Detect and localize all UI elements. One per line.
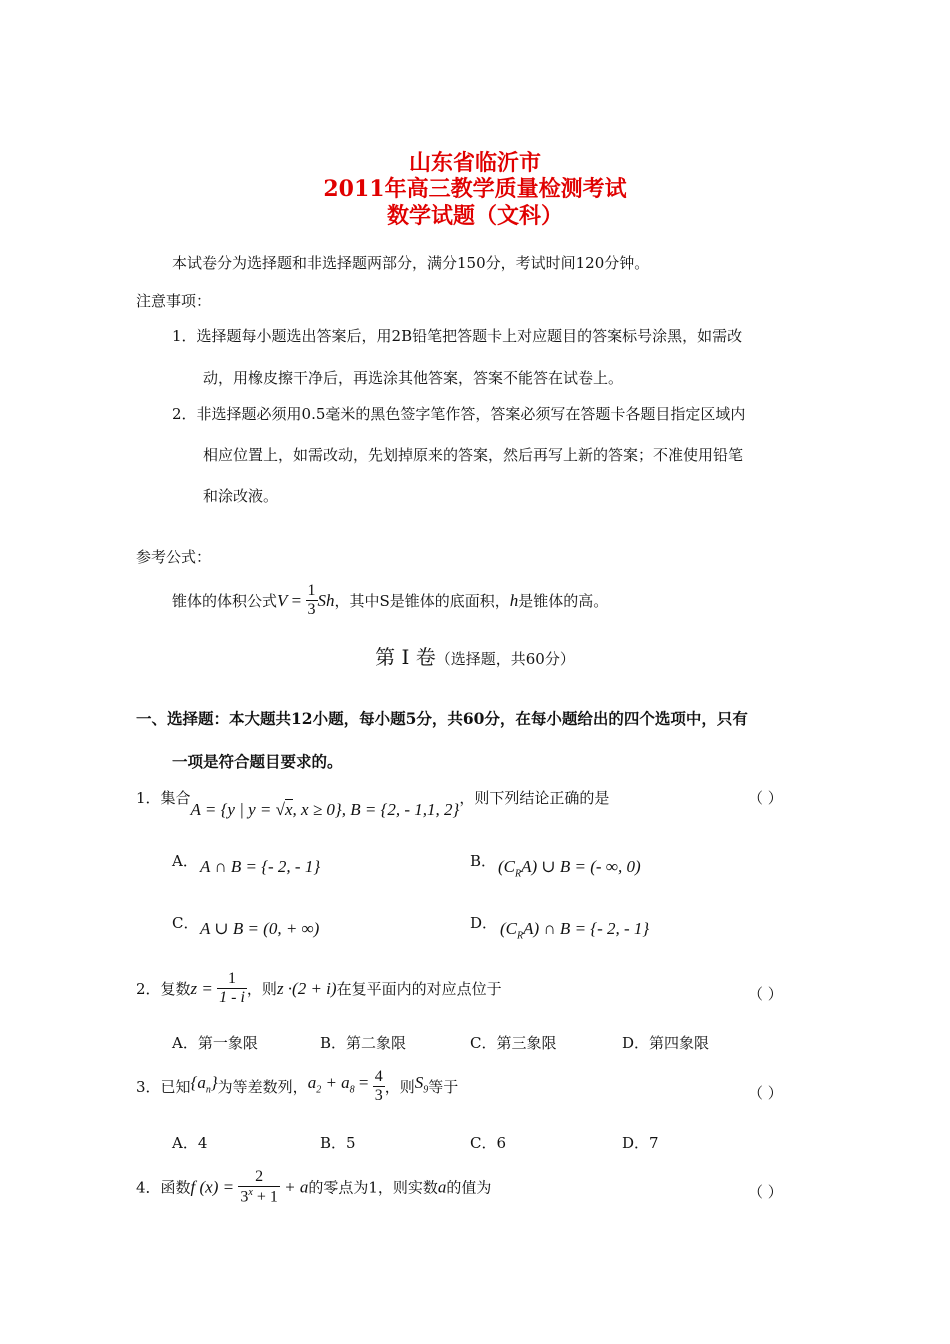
title-line-2: 2011年高三教学质量检测考试 (323, 176, 627, 202)
q1-b-expr: (C (498, 857, 515, 876)
q3-seq-end: } (210, 1073, 218, 1093)
q1-number: 1．集合 (136, 789, 191, 807)
notice-item-2-line-3: 和涂改液。 (203, 487, 279, 505)
formula-frac-num: 1 (306, 582, 318, 601)
q3-s-sub: 9 (423, 1084, 429, 1096)
q3-stem (136, 1068, 458, 1106)
formula-h: h (509, 590, 519, 610)
q2-z: z = (190, 978, 218, 998)
q1-expr-a: A = {y | y = (190, 800, 276, 819)
q3-seq: {a (190, 1073, 206, 1093)
q3-fraction (373, 1068, 385, 1106)
q2-option-a: A．第一象限 (172, 1034, 258, 1052)
q3-a8-sub: 8 (349, 1084, 355, 1096)
formula-fraction (306, 582, 318, 620)
q2-frac-den: 1 - i (219, 989, 245, 1007)
q1-option-c: A ∪ B = (0, + ∞) (200, 919, 320, 938)
formula-middle: ，其中S是锥体的底面积， (334, 591, 510, 610)
q4-stem (136, 1168, 491, 1207)
q3-frac-den: 3 (374, 1087, 383, 1105)
formula-frac-den: 3 (307, 601, 316, 619)
q2-fraction (217, 970, 247, 1008)
q4-a: a (437, 1177, 447, 1197)
q4-fx: f (x) = (190, 1177, 239, 1197)
q3-a2: a (307, 1073, 317, 1093)
q4-den-sup: x (248, 1187, 253, 1199)
q3-answer-paren: （ ） (748, 1084, 783, 1102)
q3-s9 (414, 1073, 429, 1096)
q3-eq: = (354, 1073, 373, 1093)
q4-number: 4．函数 (136, 1178, 191, 1197)
q1-option-d-label: D． (470, 914, 498, 932)
q3-plus: + a (321, 1073, 350, 1093)
section-1-line-1: 一、选择题：本大题共12小题，每小题5分，共60分，在每小题给出的四个选项中，只有 (136, 709, 748, 728)
notice-item-1-line-1: 1．选择题每小题选出答案后，用2B铅笔把答题卡上对应题目的答案标号涂黑，如需改 (172, 327, 743, 345)
q1-option-b (498, 857, 641, 879)
q2-option-b: B．第二象限 (320, 1034, 407, 1052)
q4-den-tail: + 1 (252, 1188, 278, 1206)
q1-tail: ，则下列结论正确的是 (459, 789, 610, 807)
formula-heading: 参考公式： (136, 548, 212, 566)
q3-mid: 为等差数列， (217, 1077, 308, 1096)
q3-then: ，则 (384, 1077, 415, 1096)
q2-answer-paren: （ ） (748, 985, 783, 1003)
q1-option-b-label: B． (470, 852, 497, 870)
q3-option-c: C．6 (470, 1134, 507, 1152)
q1-option-c-label: C． (172, 914, 199, 932)
notice-item-1-line-2: 动，用橡皮擦干净后，再选涂其他答案，答案不能答在试卷上。 (203, 369, 624, 387)
q2-expr: z ·(2 + i) (276, 978, 337, 998)
q4-mid: 的零点为1，则实数 (308, 1178, 438, 1197)
q1-option-d (500, 919, 649, 941)
formula-lhs: V (277, 590, 288, 610)
formula-rhs: Sh (317, 590, 335, 610)
q2-option-c: C．第三象限 (470, 1034, 557, 1052)
q1-d-expr2: A) ∩ B = {- 2, - 1} (523, 919, 650, 938)
q4-frac-den (238, 1187, 279, 1207)
q2-frac-num: 1 (217, 970, 247, 989)
q3-s: S (414, 1073, 424, 1093)
notice-heading: 注意事项： (136, 292, 212, 310)
formula-eq: = (287, 590, 306, 610)
q3-option-d: D．7 (622, 1134, 659, 1152)
q1-expr-b: , x ≥ 0}, B = {2, - 1,1, 2} (292, 800, 460, 819)
q2-number: 2．复数 (136, 979, 191, 998)
q4-den-base: 3 (240, 1188, 249, 1206)
q3-tail: 等于 (428, 1077, 459, 1096)
q4-tail: 的值为 (446, 1178, 492, 1197)
q2-mid: ，则 (246, 979, 277, 998)
notice-item-2-line-2: 相应位置上，如需改动，先划掉原来的答案，然后再写上新的答案；不准使用铅笔 (203, 446, 744, 464)
formula-suffix: 是锥体的高。 (518, 591, 609, 610)
q1-d-sub: R (517, 930, 524, 942)
q1-b-expr2: A) ∪ B = (- ∞, 0) (521, 857, 641, 876)
q1-option-a: A ∩ B = {- 2, - 1} (200, 857, 321, 876)
notice-item-2-line-1: 2．非选择题必须用0.5毫米的黑色签字笔作答，答案必须写在答题卡各题目指定区域内 (172, 405, 746, 423)
volume-title: 第 Ⅰ 卷 (375, 645, 436, 669)
q3-option-a: A．4 (172, 1134, 208, 1152)
q3-number: 3．已知 (136, 1077, 191, 1096)
section-1-line-2: 一项是符合题目要求的。 (172, 752, 343, 771)
q1-sqrt-x: x (284, 800, 293, 819)
title-line-1: 山东省临沂市 (408, 150, 541, 176)
q3-sequence (190, 1073, 218, 1096)
volume-subtitle: （选择题，共60分） (435, 650, 575, 668)
q1-option-a-label: A． (172, 852, 198, 870)
q3-frac-num: 4 (373, 1068, 385, 1087)
q3-a2-sub: 2 (316, 1084, 322, 1096)
q1-set-expression (191, 800, 460, 819)
q3-sum-expr (307, 1073, 373, 1096)
q2-stem (136, 970, 502, 1008)
q1-d-expr: (C (500, 919, 517, 938)
q2-tail: 在复平面内的对应点位于 (336, 979, 502, 998)
q4-fraction (238, 1168, 279, 1207)
q1-stem (136, 787, 610, 819)
q2-option-d: D．第四象限 (622, 1034, 710, 1052)
formula-prefix: 锥体的体积公式 (172, 591, 278, 610)
intro-text: 本试卷分为选择题和非选择题两部分，满分150分，考试时间120分钟。 (172, 254, 650, 272)
q3-option-b: B．5 (320, 1134, 356, 1152)
formula-line (172, 582, 608, 620)
title-line-3: 数学试题（文科） (386, 203, 563, 229)
q1-b-sub: R (515, 868, 522, 880)
q3-seq-sub: n (205, 1084, 211, 1096)
sqrt-icon: √ (275, 800, 285, 819)
q4-answer-paren: （ ） (748, 1183, 783, 1201)
q4-plus-a: + a (279, 1177, 309, 1197)
q4-frac-num: 2 (238, 1168, 279, 1187)
volume-heading (0, 641, 950, 670)
q1-answer-paren: （ ） (748, 789, 783, 807)
